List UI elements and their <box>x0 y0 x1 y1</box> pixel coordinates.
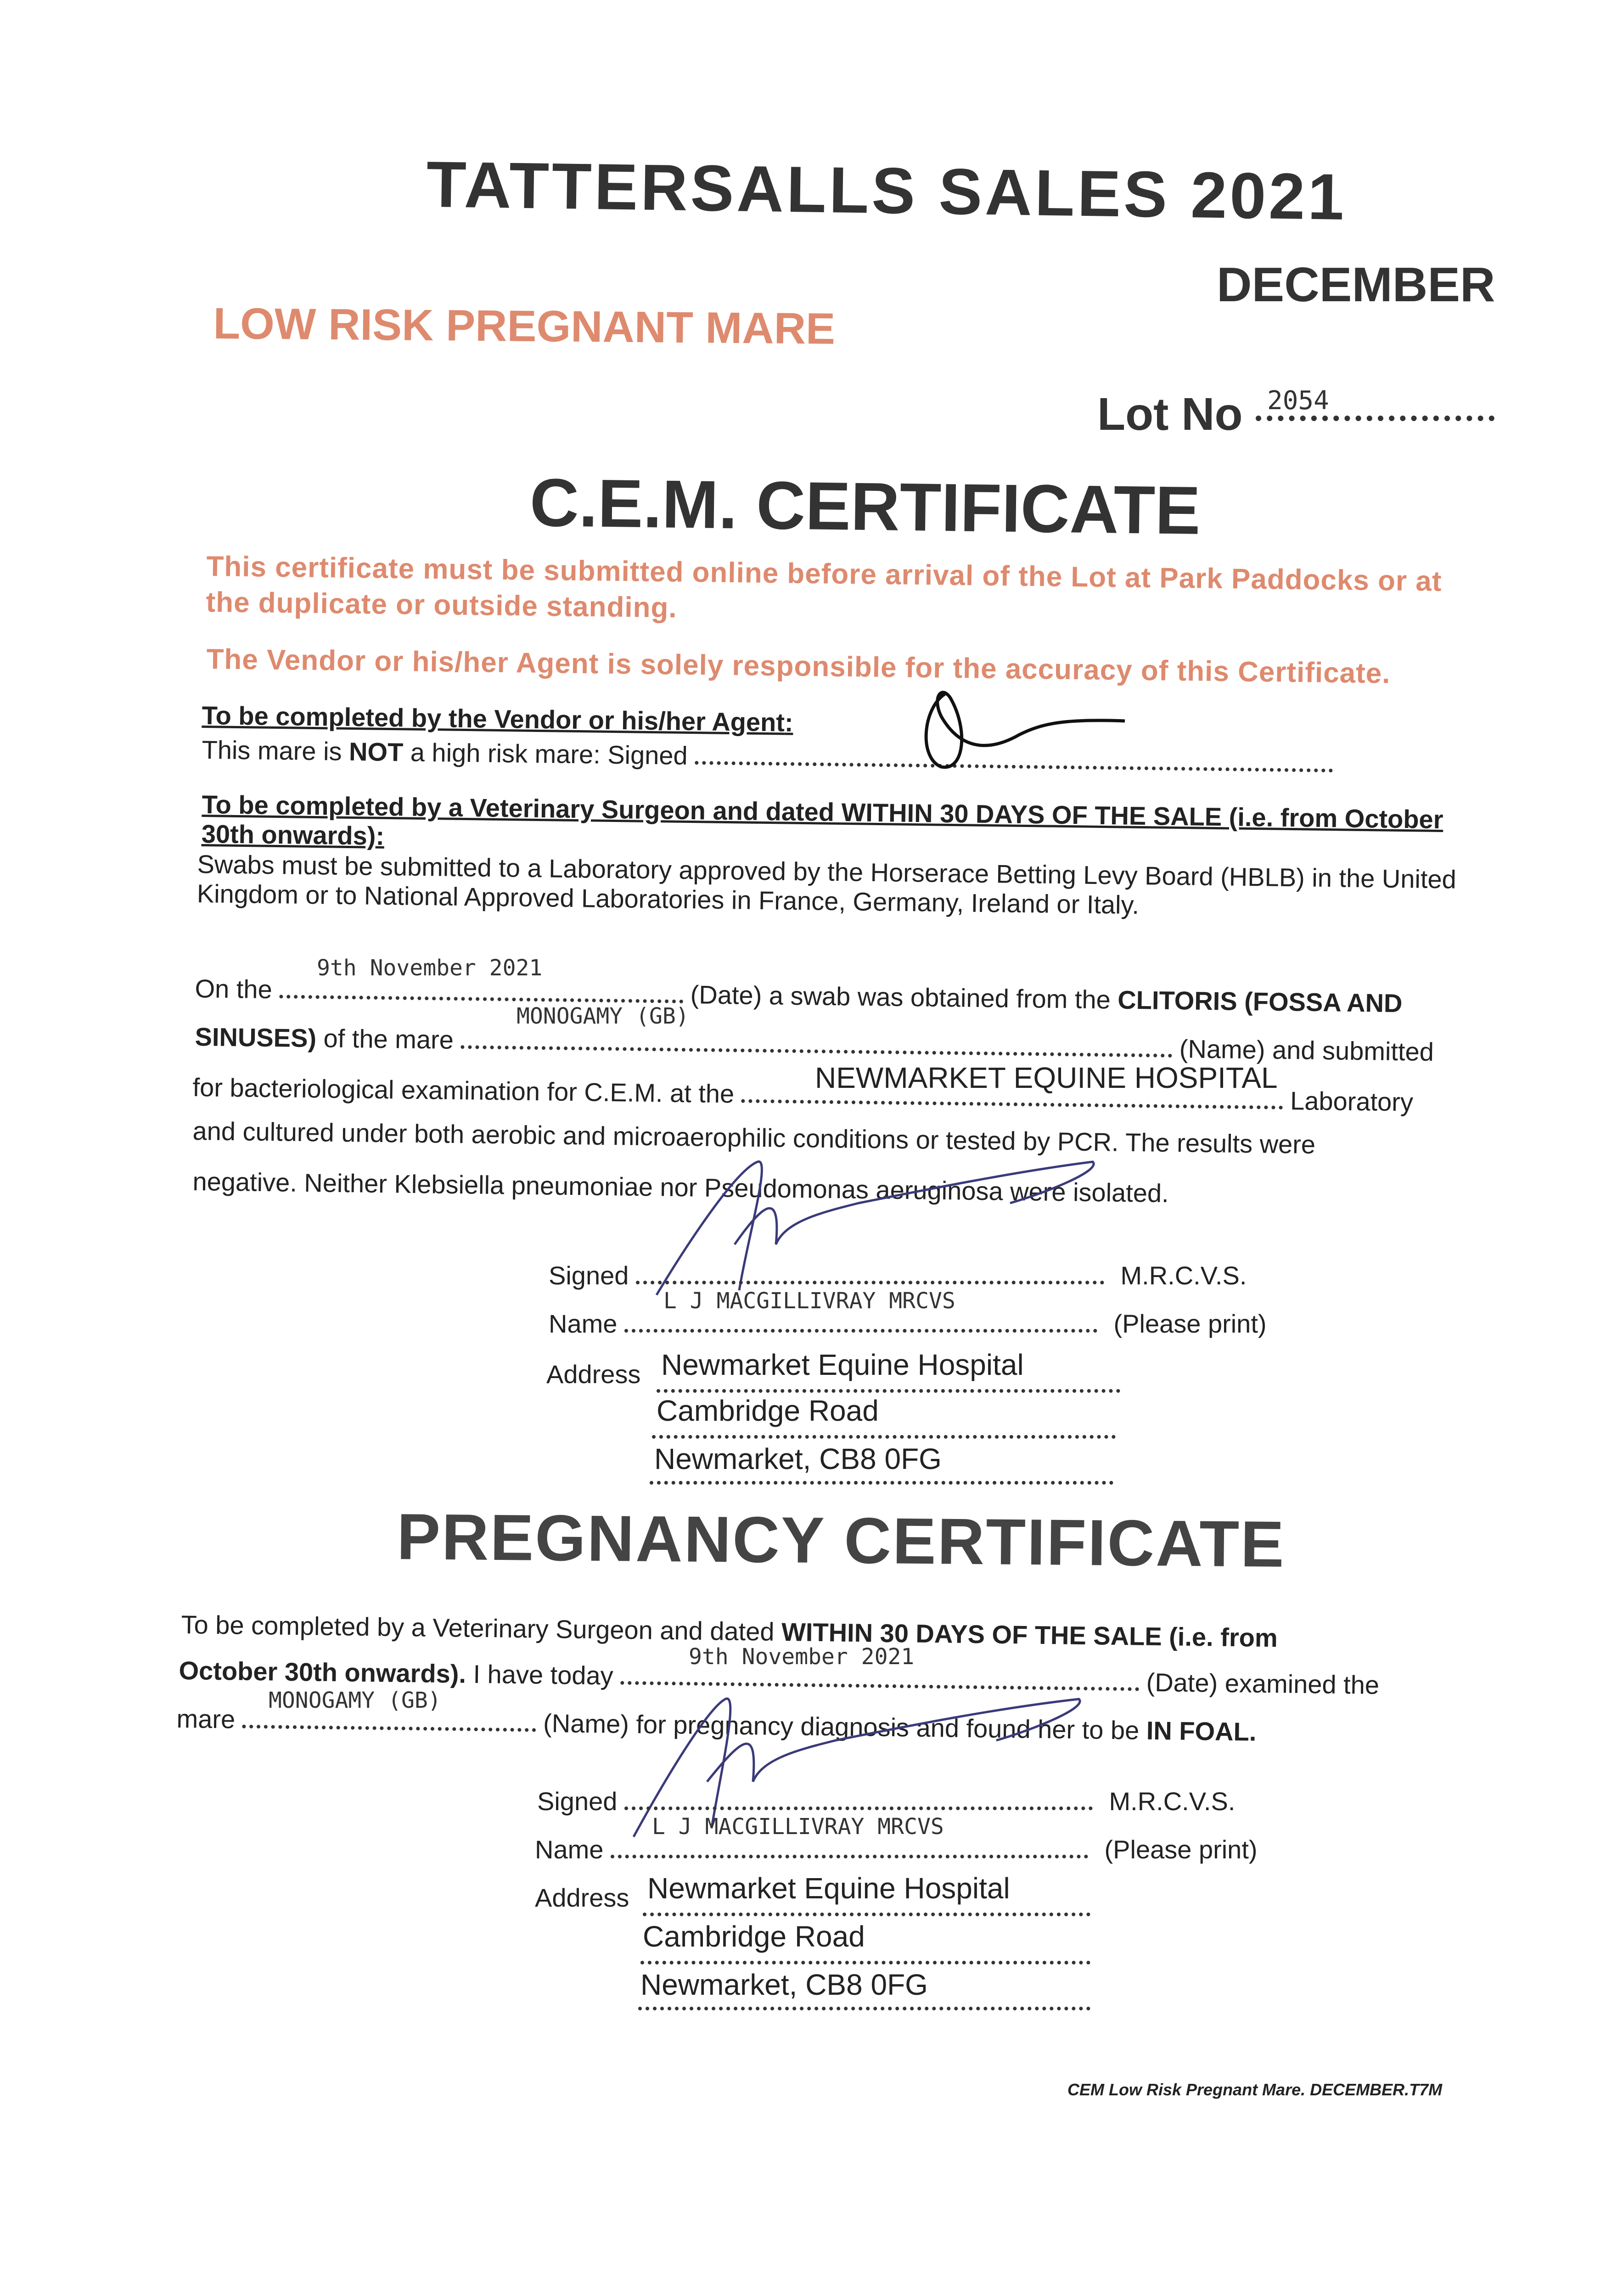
cem-address-line-1: Newmarket Equine Hospital <box>661 1348 1024 1381</box>
swab-requirements: Swabs must be submitted to a Laboratory approved by the Horserace Betting Levy Board (HBLB) in the United Kingdom or to National Approved Laboratories in France, Germany, Ireland or Italy. <box>197 850 1457 920</box>
preg-exam-date: 9th November 2021 <box>689 1644 915 1670</box>
preg-address-line-3: Newmarket, CB8 0FG <box>640 1968 928 2001</box>
vendor-statement: This mare is NOT a high risk mare: Signed <box>202 735 1333 778</box>
cem-swab-date: 9th November 2021 <box>317 955 543 981</box>
category-label: LOW RISK PREGNANT MARE <box>213 298 836 354</box>
cem-title: C.E.M. CERTIFICATE <box>529 464 1201 549</box>
preg-line-1: To be completed by a Veterinary Surgeon and dated WITHIN 30 DAYS OF THE SALE (i.e. from <box>181 1610 1278 1653</box>
instruction-responsibility: The Vendor or his/her Agent is solely responsible for the accuracy of this Certificate. <box>206 643 1391 690</box>
preg-address-label: Address <box>535 1883 629 1912</box>
cem-mare-line: SINUSES) of the mare (Name) and submitted <box>195 1022 1434 1066</box>
instruction-online: This certificate must be submitted online before arrival of the Lot at Park Paddocks or at the duplicate or outside standing. <box>206 550 1442 624</box>
sale-month: DECEMBER <box>1217 258 1495 312</box>
cem-address-line-3: Newmarket, CB8 0FG <box>654 1442 942 1475</box>
pregnancy-title: PREGNANCY CERTIFICATE <box>396 1500 1286 1581</box>
cem-cultured-line: and cultured under both aerobic and microaerophilic conditions or tested by PCR. The results were <box>192 1116 1316 1159</box>
cem-negative-line: negative. Neither Klebsiella pneumoniae nor Pseudomonas aeruginosa were isolated. <box>192 1167 1169 1208</box>
document-title: TATTERSALLS SALES 2021 <box>426 147 1348 234</box>
cem-lab-line: for bacteriological examination for C.E.M. at the Laboratory <box>192 1073 1414 1117</box>
cem-laboratory: NEWMARKET EQUINE HOSPITAL <box>815 1061 1278 1094</box>
vendor-heading: To be completed by the Vendor or his/her Agent <box>202 700 785 737</box>
preg-address-line-2: Cambridge Road <box>643 1920 865 1953</box>
vet-heading: To be completed by a Veterinary Surgeon and dated WITHIN 30 DAYS OF THE SALE (i.e. from October 30th onwards): <box>201 790 1443 850</box>
preg-address-line-1: Newmarket Equine Hospital <box>647 1872 1010 1905</box>
cem-address-label: Address <box>546 1360 641 1389</box>
cem-name-row: Name (Please print) <box>549 1309 1267 1338</box>
preg-line-2: October 30th onwards). I have today (Date) examined the <box>179 1656 1380 1699</box>
preg-signed-row: Signed M.R.C.V.S. <box>537 1787 1236 1816</box>
form-reference: CEM Low Risk Pregnant Mare. DECEMBER.T7M <box>1067 2080 1443 2099</box>
cem-mare-name: MONOGAMY (GB) <box>517 1003 689 1029</box>
preg-vet-name: L J MACGILLIVRAY MRCVS <box>652 1814 944 1840</box>
cem-signed-row: Signed M.R.C.V.S. <box>549 1261 1247 1290</box>
vendor-heading-block: To be completed by the Vendor or his/her Agent: <box>202 700 794 737</box>
preg-line-3: mare (Name) for pregnancy diagnosis and found her to be IN FOAL. <box>176 1704 1257 1746</box>
lot-number: 2054 <box>1267 386 1329 416</box>
vendor-signature <box>914 680 1134 776</box>
preg-mare-name: MONOGAMY (GB) <box>269 1688 441 1713</box>
cem-vet-name: L J MACGILLIVRAY MRCVS <box>663 1288 955 1314</box>
preg-name-row: Name (Please print) <box>535 1835 1258 1864</box>
lot-number-line <box>1256 416 1494 421</box>
cem-date-line: On the (Date) a swab was obtained from the CLITORIS (FOSSA AND <box>195 974 1403 1018</box>
cem-address-line-2: Cambridge Road <box>657 1394 879 1427</box>
lot-label: Lot No <box>1097 388 1243 440</box>
